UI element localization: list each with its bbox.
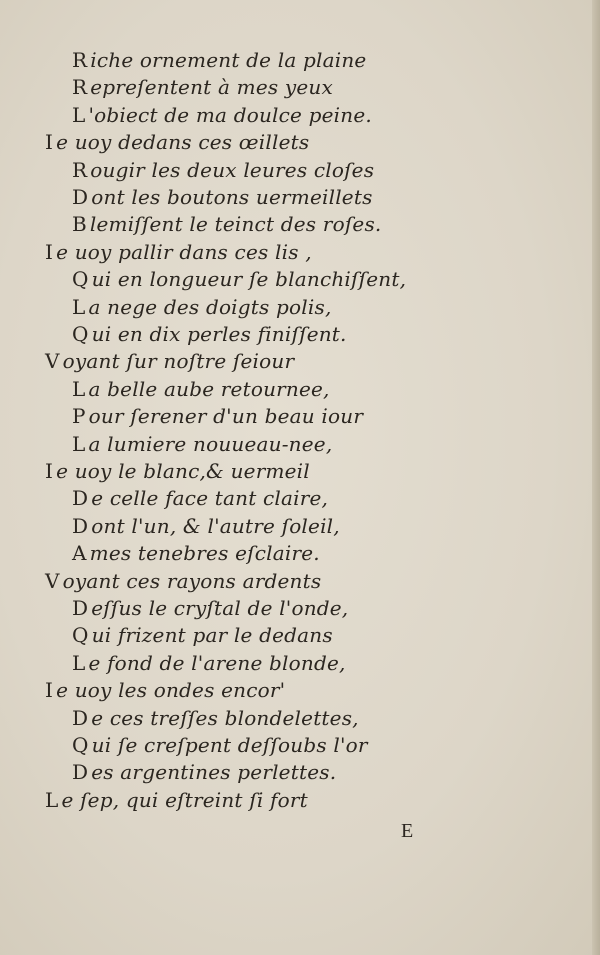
line-initial: D (72, 705, 89, 730)
line-initial: V (45, 349, 60, 374)
line-text: ougir les deux leures cloſes (90, 157, 375, 182)
line-initial: L (72, 431, 86, 456)
line-text: ui ſe creſpent deſſoubs l'or (91, 733, 368, 757)
line-text: 'obiect de ma doulce peine. (88, 102, 372, 127)
verse-line (72, 650, 346, 675)
verse-line (72, 157, 375, 182)
verse-line (45, 787, 308, 812)
verse-line (72, 541, 320, 566)
verse-line (72, 404, 364, 429)
verse-line (72, 735, 368, 755)
line-initial: A (72, 541, 87, 566)
verse-line (72, 50, 366, 70)
line-text: e celle face tant claire, (91, 486, 329, 511)
line-text: ui en dix perles finiſſent. (91, 322, 347, 346)
line-text: ont l'un, & l'autre ſoleil, (91, 513, 340, 538)
line-initial: V (45, 568, 60, 593)
line-text: a belle aube retournee, (88, 376, 330, 401)
line-text: ont les boutons uermeillets (91, 185, 373, 209)
line-initial: L (45, 787, 59, 812)
line-initial: Q (72, 623, 89, 648)
line-initial: D (72, 513, 89, 538)
verse-line (72, 760, 337, 785)
verse-line (45, 239, 312, 264)
line-initial: Q (72, 267, 89, 292)
line-text: e uoy les ondes encor' (56, 678, 286, 703)
verse-line (72, 513, 340, 538)
verse-line (72, 431, 333, 456)
line-text: iche ornement de la plaine (90, 48, 367, 72)
line-text: lemiſſent le teinct des roſes. (89, 212, 382, 237)
verse-line (45, 130, 310, 155)
line-initial: Q (72, 322, 89, 346)
verse-line (72, 486, 329, 511)
line-text: e ſep, qui eſtreint ſi fort (61, 787, 308, 812)
verse-line (72, 376, 330, 401)
line-initial: I (45, 678, 54, 703)
verse-line (72, 267, 407, 292)
line-text: our ſerener d'un beau iour (88, 404, 364, 429)
line-text: e uoy pallir dans ces lis , (56, 239, 312, 264)
verse-line (45, 349, 295, 374)
line-initial: L (72, 376, 86, 401)
line-initial: D (72, 486, 89, 511)
catchword: E (401, 820, 414, 842)
line-text: mes tenebres eſclaire. (89, 541, 320, 566)
line-initial: R (72, 48, 88, 72)
line-initial: D (72, 185, 89, 209)
verse-line (72, 212, 382, 237)
line-text: ui en longueur ſe blanchiſſent, (91, 267, 407, 292)
verse-line (72, 598, 348, 618)
line-text: e uoy dedans ces œillets (56, 130, 310, 155)
line-text: e ces treſſes blondelettes, (91, 705, 359, 730)
verse-line (72, 705, 359, 730)
line-text: a nege des doigts polis, (88, 294, 332, 319)
line-initial: R (72, 75, 88, 100)
verse-line (72, 75, 333, 100)
line-initial: I (45, 239, 54, 264)
line-text: e fond de l'arene blonde, (88, 650, 346, 675)
line-initial: B (72, 212, 87, 237)
line-initial: P (72, 404, 86, 429)
page-edge (592, 0, 600, 955)
line-text: e uoy le blanc,& uermeil (56, 459, 310, 483)
verse-line (72, 187, 373, 207)
line-initial: L (72, 102, 86, 127)
line-initial: I (45, 459, 54, 483)
line-text: epreſentent à mes yeux (90, 75, 333, 100)
line-text: eſſus le cryſtal de l'onde, (91, 596, 349, 620)
verse-line (72, 324, 347, 344)
line-text: a lumiere nouueau-nee, (88, 431, 333, 456)
line-initial: Q (72, 733, 89, 757)
line-initial: D (72, 760, 89, 785)
line-initial: D (72, 596, 89, 620)
verse-line (72, 102, 372, 127)
line-initial: L (72, 650, 86, 675)
line-text: ui frizent par le dedans (91, 623, 333, 648)
verse-line (72, 623, 333, 648)
verse-line (45, 461, 310, 481)
verse-line (45, 678, 286, 703)
line-initial: L (72, 294, 86, 319)
line-initial: I (45, 130, 54, 155)
line-text: es argentines perlettes. (91, 760, 337, 785)
line-text: oyant ces rayons ardents (62, 568, 322, 593)
verse-line (45, 568, 322, 593)
line-initial: R (72, 157, 88, 182)
line-text: oyant ſur noſtre ſeiour (62, 349, 295, 374)
verse-line (72, 294, 332, 319)
